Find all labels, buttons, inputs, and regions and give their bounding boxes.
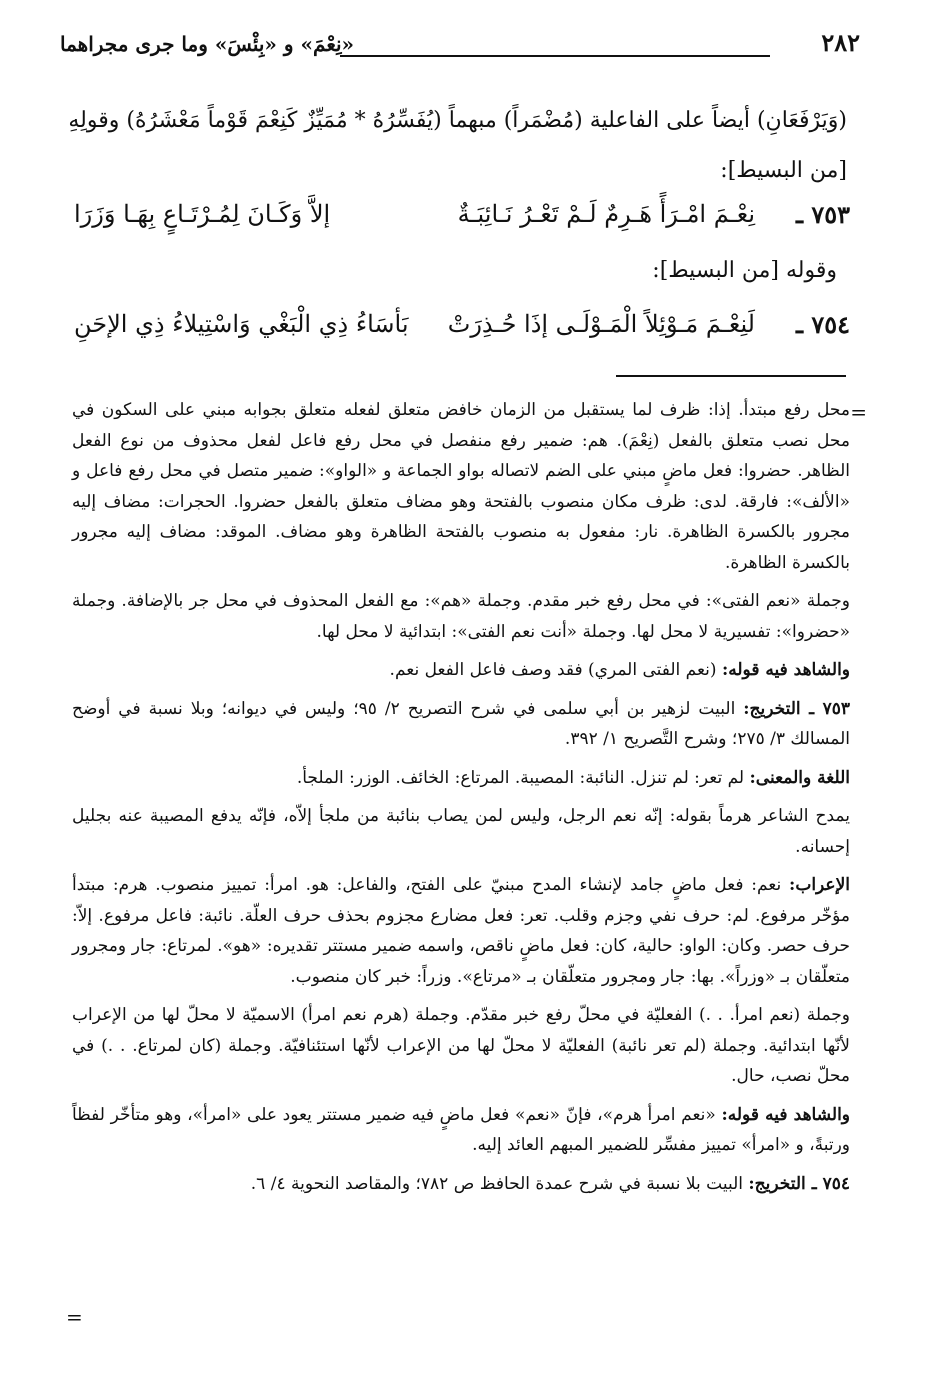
footnote-paragraph: يمدح الشاعر هرماً بقوله: إنّه نعم الرجل، وليس لمن يصاب بنائبة من ملجأ إلاّه، فإنّه يدفع المصيبة عنه بجليل إحسانه.	[72, 806, 850, 857]
footnote-paragraph	[72, 1169, 850, 1200]
footnote-text: لم تعر: لم تنزل. النائبة: المصيبة. المرتاع: الخائف. الوزر: الملجأ.	[296, 767, 745, 788]
verse-754	[60, 310, 850, 360]
meter-label: [من البسيط]:	[720, 158, 847, 183]
footnote-paragraph	[72, 870, 850, 992]
main-text	[62, 96, 847, 196]
page-number: ٢٨٢	[821, 28, 860, 57]
footnote-label: ٧٥٤ ـ التخريج:	[748, 1173, 850, 1194]
verse-second-hemistich: إلاَّ وَكَـانَ لِمُـرْتَـاعٍ بِهَـا وَزَرَا	[74, 200, 331, 228]
footnote-text: نعم: فعل ماضٍ جامد لإنشاء المدح مبنيّ على الفتح، والفاعل: هو. امرأ: تمييز منصوب. هرم: مبتدأ مؤخّر مرفوع. لم: حرف نفي وجزم وقلب. تعر: فعل مضارع مجزوم بحذف حرف العلّة. نائبة: فاعل مرفوع. إلاّ: حرف حصر. وكان: الواو: حالية، كان: فعل ماضٍ ناقص، واسمه ضمير مستتر تقديره: «هو». لمرتاع: جار ومجرور متعلّقان بـ «وزراً». بها: جار ومجرور متعلّقان بـ «مرتاع». وزراً: خبر كان منصوب.	[72, 875, 850, 987]
footnote-text: «نعم امرأ هرم»، فإنّ «نعم» فعل ماضٍ فيه ضمير مستتر يعود على «امرأ»، وهو متأخّر لفظاً ورتبةً، و «امرأ» تمييز مفسِّر للضمير المبهم العائد إليه.	[72, 1104, 850, 1155]
verse-753	[60, 200, 850, 250]
bottom-continuation-mark: =	[66, 1305, 83, 1329]
footnote-paragraph	[72, 655, 850, 686]
footnote-label: والشاهد فيه قوله:	[721, 1104, 851, 1125]
footnote-text: البيت بلا نسبة في شرح عمدة الحافظ ص ٧٨٢؛ والمقاصد النحوية ٤/ ٦.	[250, 1173, 743, 1194]
footnote-label: الإعراب:	[789, 875, 850, 895]
footnote-paragraph	[72, 763, 850, 794]
verse-second-hemistich: بَأسَاءُ ذِي الْبَغْي وَاسْتِيلاءُ ذِي الإحَنِ	[74, 310, 409, 338]
footnote-paragraph: وجملة «نعم الفتى»: في محل رفع خبر مقدم. وجملة «هم»: مع الفعل المحذوف في محل جر بالإضافة. وجملة «حضروا»: تفسيرية لا محل لها. وجملة «أنت نعم الفتى»: ابتدائية لا محل لها.	[72, 591, 850, 642]
footnote-label: ٧٥٣ ـ التخريج:	[743, 698, 851, 719]
verse-first-hemistich: لَنِعْـمَ مَـوْئِلاً الْمَـوْلَـى إذَا حُـذِرَتْ	[447, 310, 755, 338]
header-rule	[340, 55, 770, 57]
verse-number: ٧٥٣ ـ	[795, 200, 850, 229]
verse-number: ٧٥٤ ـ	[795, 310, 850, 339]
verse-first-hemistich: نِعْـمَ امْـرَأً هَـرِمٌ لَـمْ تَعْـرُ نَـائِبَـةٌ	[457, 200, 755, 228]
footnote-paragraph	[72, 1100, 850, 1161]
footnote-text: البيت لزهير بن أبي سلمى في شرح التصريح ٢/ ٩٥؛ وليس في ديوانه؛ وبلا نسبة في أوضح المسالك ٣/ ٢٧٥؛ وشرح التَّصريح ١/ ٣٩٢.	[72, 698, 850, 749]
footnote-paragraph	[72, 694, 850, 755]
footnote-rule	[616, 375, 846, 377]
footnote-paragraph: وجملة (نعم امرأ. . .) الفعليّة في محلّ رفع خبر مقدّم. وجملة (هرم نعم امرأ) الاسميّة لا محلّ لها من الإعراب لأنّها ابتدائية. وجملة (لم تعر نائبة) الفعليّة لا محلّ لها من الإعراب لأنّها استئنافيّة. وجملة (كان لمرتاع. . .) في محلّ نصب، حال.	[72, 1005, 851, 1086]
footnotes	[72, 395, 850, 1207]
running-title: «نِعْمَ» و «بِئْسَ» وما جرى مجراهما	[60, 32, 355, 56]
verse-intro: وقوله [من البسيط]:	[652, 258, 837, 283]
footnote-label: والشاهد فيه قوله:	[721, 660, 850, 680]
main-paragraph: (وَيَرْفَعَانِ) أيضاً على الفاعلية (مُضْمَراً) مبهماً (يُفَسِّرُهُ * مُمَيِّزٌ كَنِعْمَ قَوْماً مَعْشَرُهُ) وقولِهِ	[68, 108, 847, 133]
page-header	[60, 28, 860, 68]
continuation-mark: =	[850, 400, 867, 424]
footnote-label: اللغة والمعنى:	[749, 767, 850, 788]
footnote-text: (نعم الفتى المري) فقد وصف فاعل الفعل نعم.	[389, 660, 717, 680]
footnote-paragraph: محل رفع مبتدأ. إذا: ظرف لما يستقبل من الزمان خافض متعلق لفعله متعلق بجوابه مبني على السكون في محل نصب متعلق بالفعل (نِعْمَ). هم: ضمير رفع منفصل في محل رفع فاعل لفعل محذوف من نوع الفعل الظاهر. حضروا: فعل ماضٍ مبني على الضم لاتصاله بواو الجماعة و «الواو»: ضمير متصل في محل رفع فاعل و «الألف»: فارقة. لدى: ظرف مكان منصوب بالفتحة وهو مضاف متعلق بالفعل حضروا. الحجرات: مضاف إليه مجرور بالكسرة الظاهرة. نار: مفعول به منصوب بالفتحة الظاهرة وهو مضاف. الموقد: مضاف إليه مجرور بالكسرة الظاهرة.	[72, 400, 850, 573]
